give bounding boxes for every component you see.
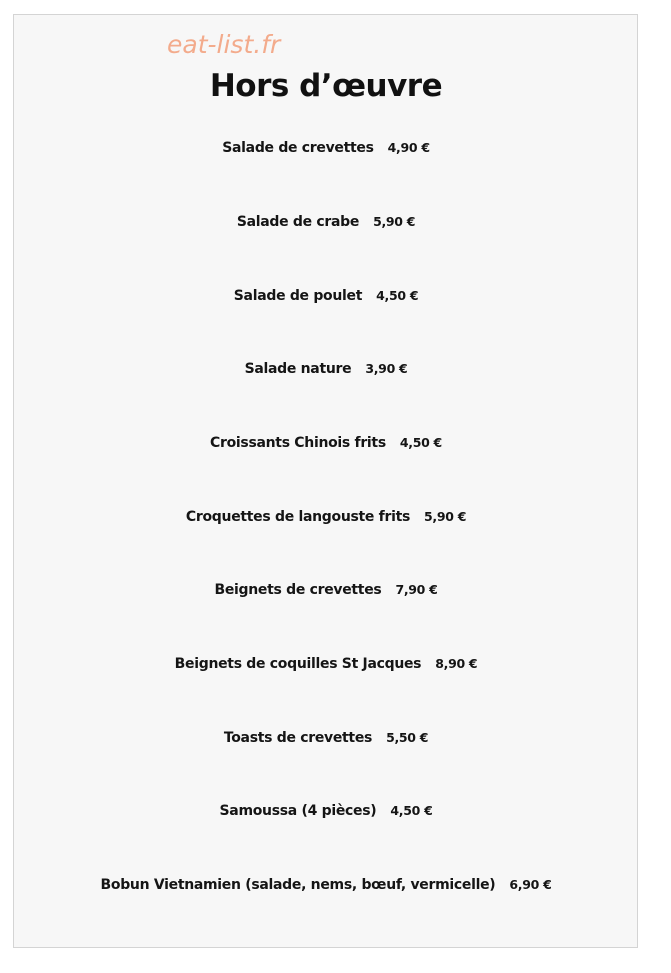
menu-item-price: 8,90 € — [435, 656, 478, 671]
menu-item — [0, 727, 652, 746]
menu-item-price: 4,50 € — [376, 288, 419, 303]
menu-item-price: 3,90 € — [365, 361, 408, 376]
menu-item — [0, 506, 652, 525]
menu-item-price: 5,90 € — [424, 509, 467, 524]
menu-item-name: Salade de crevettes — [222, 140, 374, 156]
menu-item-price: 5,90 € — [373, 214, 416, 229]
menu-item-price: 4,90 € — [387, 140, 430, 155]
menu-item-name: Samoussa (4 pièces) — [219, 803, 377, 819]
menu-item-name: Salade de poulet — [233, 288, 363, 304]
page-title: Hors d’œuvre — [209, 68, 443, 104]
menu-item-name: Beignets de coquilles St Jacques — [174, 656, 422, 672]
menu-item-price: 4,50 € — [390, 803, 433, 818]
menu-item-name: Bobun Vietnamien (salade, nems, bœuf, vermicelle) — [100, 877, 496, 893]
menu-item-price: 5,50 € — [386, 730, 429, 745]
menu-item — [0, 800, 652, 819]
menu-item — [0, 285, 652, 304]
menu-item-name: Salade de crabe — [236, 214, 360, 230]
menu-item-name: Beignets de crevettes — [214, 582, 382, 598]
menu-item-price: 6,90 € — [509, 877, 552, 892]
menu-item — [0, 653, 652, 672]
menu-item-name: Salade nature — [244, 361, 352, 377]
menu-item-name: Toasts de crevettes — [223, 730, 373, 746]
menu-item — [0, 579, 652, 598]
menu-item-price: 7,90 € — [395, 582, 438, 597]
menu-item-name: Croissants Chinois frits — [210, 435, 386, 451]
menu-item-name: Croquettes de langouste frits — [185, 509, 410, 525]
menu-item — [0, 874, 652, 893]
menu-item — [0, 432, 652, 451]
menu-item — [0, 358, 652, 377]
watermark: eat-list.fr — [167, 30, 281, 59]
menu-item-price: 4,50 € — [399, 435, 442, 450]
menu-item — [0, 211, 652, 230]
menu-item — [0, 137, 652, 156]
